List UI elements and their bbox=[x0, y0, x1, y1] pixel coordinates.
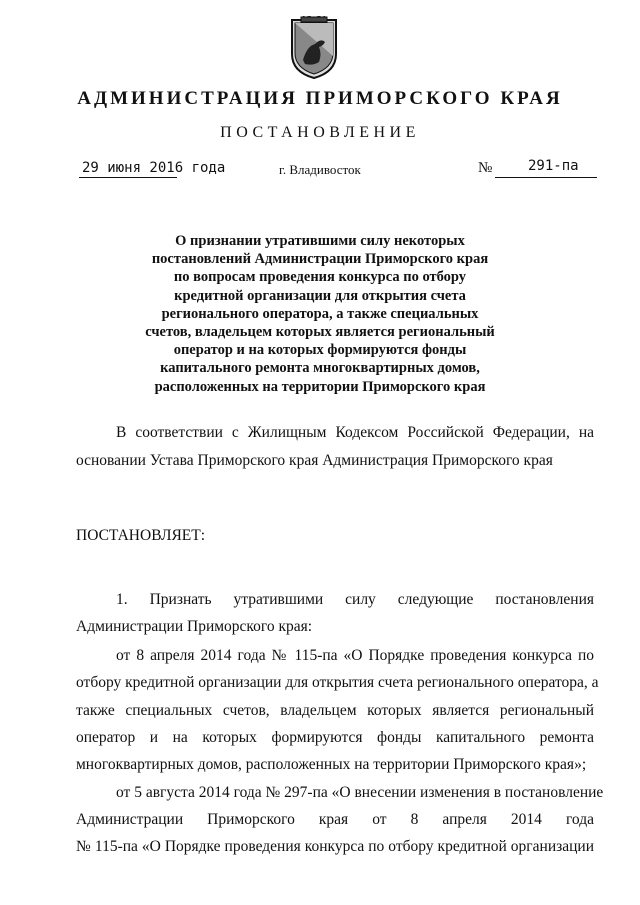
body-line: основании Устава Приморского края Администрация Приморского края bbox=[76, 452, 553, 469]
document-title bbox=[120, 232, 520, 396]
body-line: многоквартирных домов, расположенных на территории Приморского края»; bbox=[76, 756, 587, 773]
document-date: 29 июня 2016 года bbox=[82, 160, 226, 176]
body-line: от 8 апреля 2014 года № 115-па «О Порядке проведения конкурса по bbox=[116, 647, 594, 664]
number-underline bbox=[495, 177, 597, 178]
document-city: г. Владивосток bbox=[279, 162, 361, 177]
body-line: оператор и на которых формируются фонды капитального ремонта bbox=[76, 729, 594, 746]
title-line: О признании утратившими силу некоторых bbox=[175, 233, 465, 249]
body-line: также специальных счетов, владельцем которых является региональный bbox=[76, 702, 594, 719]
coat-of-arms-emblem bbox=[289, 16, 339, 80]
document-number: 291-па bbox=[528, 158, 579, 174]
body-line: Администрации Приморского края: bbox=[76, 618, 313, 635]
body-line: Администрации Приморского края от 8 апреля 2014 года bbox=[76, 811, 594, 828]
title-line: оператор и на которых формируются фонды bbox=[173, 342, 467, 359]
body-line: 1. Признать утратившими силу следующие постановления bbox=[116, 591, 594, 608]
title-line: кредитной организации для открытия счета bbox=[174, 287, 466, 304]
title-line: регионального оператора, а также специальных bbox=[161, 305, 479, 322]
resolves-heading: ПОСТАНОВЛЯЕТ: bbox=[76, 527, 206, 544]
body-line: отбору кредитной организации для открытия счета регионального оператора, а bbox=[76, 674, 599, 691]
organization-name: АДМИНИСТРАЦИЯ ПРИМОРСКОГО КРАЯ bbox=[77, 88, 563, 109]
date-underline bbox=[79, 177, 177, 178]
title-line: постановлений Администрации Приморского края bbox=[151, 251, 489, 268]
body-line: от 5 августа 2014 года № 297-па «О внесении изменения в постановление bbox=[116, 784, 604, 801]
title-line: по вопросам проведения конкурса по отбору bbox=[173, 269, 467, 286]
title-line: капитального ремонта многоквартирных домов, bbox=[160, 360, 480, 377]
number-sign: № bbox=[478, 160, 493, 176]
title-line: расположенных на территории Приморского края bbox=[154, 378, 486, 395]
document-type: ПОСТАНОВЛЕНИЕ bbox=[220, 124, 420, 141]
body-line: № 115-па «О Порядке проведения конкурса по отбору кредитной организации bbox=[76, 838, 594, 855]
body-line: В соответствии с Жилищным Кодексом Российской Федерации, на bbox=[116, 424, 594, 441]
title-line: счетов, владельцем которых является региональный bbox=[145, 324, 495, 341]
